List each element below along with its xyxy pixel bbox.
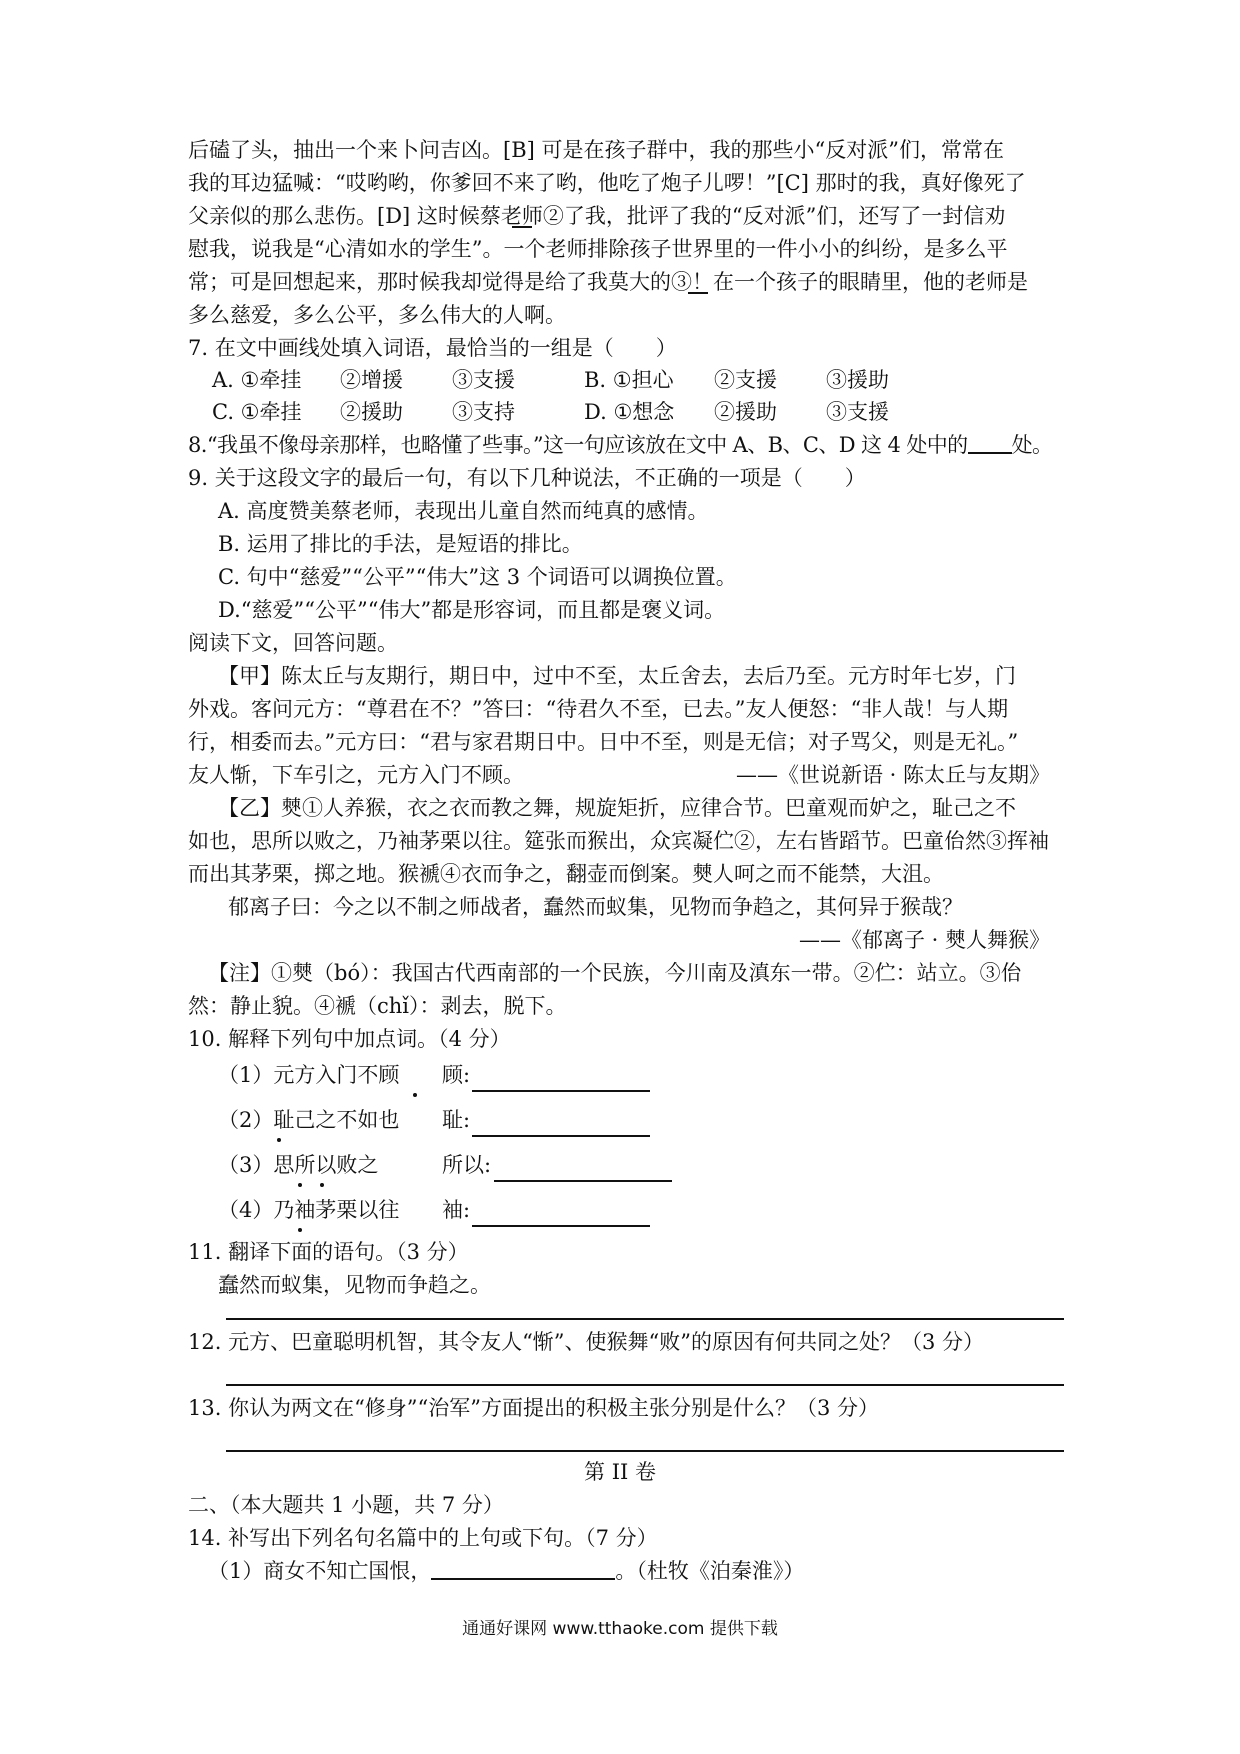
passage-line: 多么慈爱，多么公平，多么伟大的人啊。 [188, 303, 566, 327]
download-footer: 通通好课网 www.tthaoke.com 提供下载 [462, 1619, 778, 1639]
q10-item-1-word: 顾: [442, 1063, 471, 1087]
q12-answer-line[interactable] [226, 1384, 1064, 1386]
q8-text-end: 处。 [1011, 433, 1053, 457]
jia-line: 外戏。客问元方：“尊君在不？”答曰：“待君久不至，已去。”友人便怒：“非人哉！与人期 [188, 697, 1009, 721]
part-2-header: 二、（本大题共 1 小题，共 7 分） [188, 1493, 504, 1517]
question-9-stem: 9. 关于这段文字的最后一句，有以下几种说法，不正确的一项是（ ） [188, 466, 866, 490]
question-11-stem: 11. 翻译下面的语句。（3 分） [188, 1240, 469, 1264]
yi-source: ——《郁离子 · 僰人舞猴》 [798, 928, 1050, 952]
yi-line: 而出其茅栗，掷之地。猴褫④衣而争之，翻壶而倒案。僰人呵之而不能禁，大沮。 [188, 862, 944, 886]
notes-line: 【注】①僰（bó）：我国古代西南部的一个民族，今川南及滇东一带。②伫：站立。③佁 [208, 961, 1022, 985]
q9-option-b: B. 运用了排比的手法，是短语的排比。 [218, 532, 583, 556]
q9-option-a: A. 高度赞美蔡老师，表现出儿童自然而纯真的感情。 [218, 499, 709, 523]
q7-option-b-1: B. ①担心 [584, 368, 674, 392]
yi-line: 如也，思所以败之，乃袖茅栗以往。筵张而猴出，众宾凝伫②，左右皆蹈节。巴童佁然③挥袖 [188, 829, 1049, 853]
q13-answer-line[interactable] [226, 1450, 1064, 1452]
q14-item-1-after: 。（杜牧《泊秦淮》） [615, 1559, 805, 1583]
q10-item-1-blank[interactable] [472, 1090, 650, 1092]
q14-item-1-before: （1）商女不知亡国恨， [208, 1559, 432, 1583]
q7-option-d-2: ②援助 [714, 400, 777, 424]
emphasis-dot [298, 1183, 302, 1187]
reading-intro: 阅读下文，回答问题。 [188, 631, 398, 655]
q7-option-a-2: ②增援 [340, 368, 403, 392]
passage-line: 慰我，说我是“心清如水的学生”。一个老师排除孩子世界里的一件小小的纠纷，是多么平 [188, 237, 1008, 261]
q9-option-c: C. 句中“慈爱”“公平”“伟大”这 3 个词语可以调换位置。 [218, 565, 737, 589]
question-12: 12. 元方、巴童聪明机智，其令友人“惭”、使猴舞“败”的原因有何共同之处？（3 分） [188, 1330, 985, 1354]
yi-line: 【乙】僰①人养猴，衣之衣而教之舞，规旋矩折，应律合节。巴童观而妒之，耻己之不 [218, 796, 1016, 820]
q14-item-1-blank[interactable] [431, 1558, 615, 1580]
q10-item-2-sentence: （2）耻己之不如也 [218, 1108, 400, 1132]
q9-option-d: D.“慈爱”“公平”“伟大”都是形容词，而且都是褒义词。 [218, 598, 726, 622]
emphasis-dot [413, 1093, 417, 1097]
q8-answer-blank[interactable] [968, 432, 1012, 454]
q14-item-1 [208, 1555, 804, 1588]
q11-answer-line[interactable] [226, 1318, 1064, 1320]
q10-item-2-word: 耻: [442, 1108, 471, 1132]
question-14-stem: 14. 补写出下列名句名篇中的上句或下句。（7 分） [188, 1526, 658, 1550]
q8-text: 8.“我虽不像母亲那样，也略懂了些事。”这一句应该放在文中 A、B、C、D 这 4 处中的 [188, 433, 968, 457]
q7-option-c-3: ③支持 [452, 400, 515, 424]
q11-sentence: 蠢然而蚁集，见物而争趋之。 [218, 1273, 491, 1297]
q10-item-4-word: 袖: [442, 1198, 471, 1222]
blank-underline-3 [688, 292, 708, 294]
jia-line: 【甲】陈太丘与友期行，期日中，过中不至，太丘舍去，去后乃至。元方时年七岁，门 [218, 664, 1016, 688]
jia-line: 友人惭，下车引之，元方入门不顾。 [188, 763, 524, 787]
q10-item-4-blank[interactable] [472, 1225, 650, 1227]
q10-item-4-sentence: （4）乃袖茅栗以往 [218, 1198, 400, 1222]
question-8 [188, 429, 1052, 462]
q7-option-b-3: ③援助 [826, 368, 889, 392]
emphasis-dot [277, 1138, 281, 1142]
section-title: 第 II 卷 [584, 1460, 656, 1484]
q10-item-2-blank[interactable] [472, 1135, 650, 1137]
jia-line: 行，相委而去。”元方曰：“君与家君期日中。日中不至，则是无信；对子骂父，则是无礼。” [188, 730, 1019, 754]
emphasis-dot [298, 1228, 302, 1232]
passage-line: 后磕了头，抽出一个来卜问吉凶。[B] 可是在孩子群中，我的那些小“反对派”们，常常在 [188, 138, 1004, 162]
q7-option-a-3: ③支援 [452, 368, 515, 392]
notes-line: 然：静止貌。④褫（chǐ）：剥去，脱下。 [188, 994, 567, 1018]
q10-item-3-sentence: （3）思所以败之 [218, 1153, 379, 1177]
q7-option-d-1: D. ①想念 [584, 400, 675, 424]
emphasis-dot [320, 1183, 324, 1187]
passage-line: 常；可是回想起来，那时候我却觉得是给了我莫大的③！在一个孩子的眼睛里，他的老师是 [188, 270, 1028, 294]
q10-item-3-blank[interactable] [494, 1180, 672, 1182]
question-13: 13. 你认为两文在“修身”“治军”方面提出的积极主张分别是什么？（3 分） [188, 1396, 880, 1420]
passage-line: 我的耳边猛喊：“哎哟哟，你爹回不来了哟，他吃了炮子儿啰！”[C] 那时的我，真好像死了 [188, 171, 1026, 195]
q7-option-b-2: ②支援 [714, 368, 777, 392]
jia-source: ——《世说新语 · 陈太丘与友期》 [735, 763, 1050, 787]
question-10-stem: 10. 解释下列句中加点词。（4 分） [188, 1027, 511, 1051]
q7-option-d-3: ③支援 [826, 400, 889, 424]
question-7-stem: 7. 在文中画线处填入词语，最恰当的一组是（ ） [188, 336, 677, 360]
q7-option-a-1: A. ①牵挂 [212, 368, 302, 392]
q10-item-3-word: 所以: [442, 1153, 492, 1177]
blank-underline-2 [512, 226, 532, 228]
q7-option-c-1: C. ①牵挂 [212, 400, 302, 424]
yi-comment: 郁离子曰：今之以不制之师战者，蠢然而蚁集，见物而争趋之，其何异于猴哉？ [228, 895, 963, 919]
q10-item-1-sentence: （1）元方入门不顾 [218, 1063, 400, 1087]
passage-line: 父亲似的那么悲伤。[D] 这时候蔡老师②了我，批评了我的“反对派”们，还写了一封信劝 [188, 204, 1006, 228]
q7-option-c-2: ②援助 [340, 400, 403, 424]
